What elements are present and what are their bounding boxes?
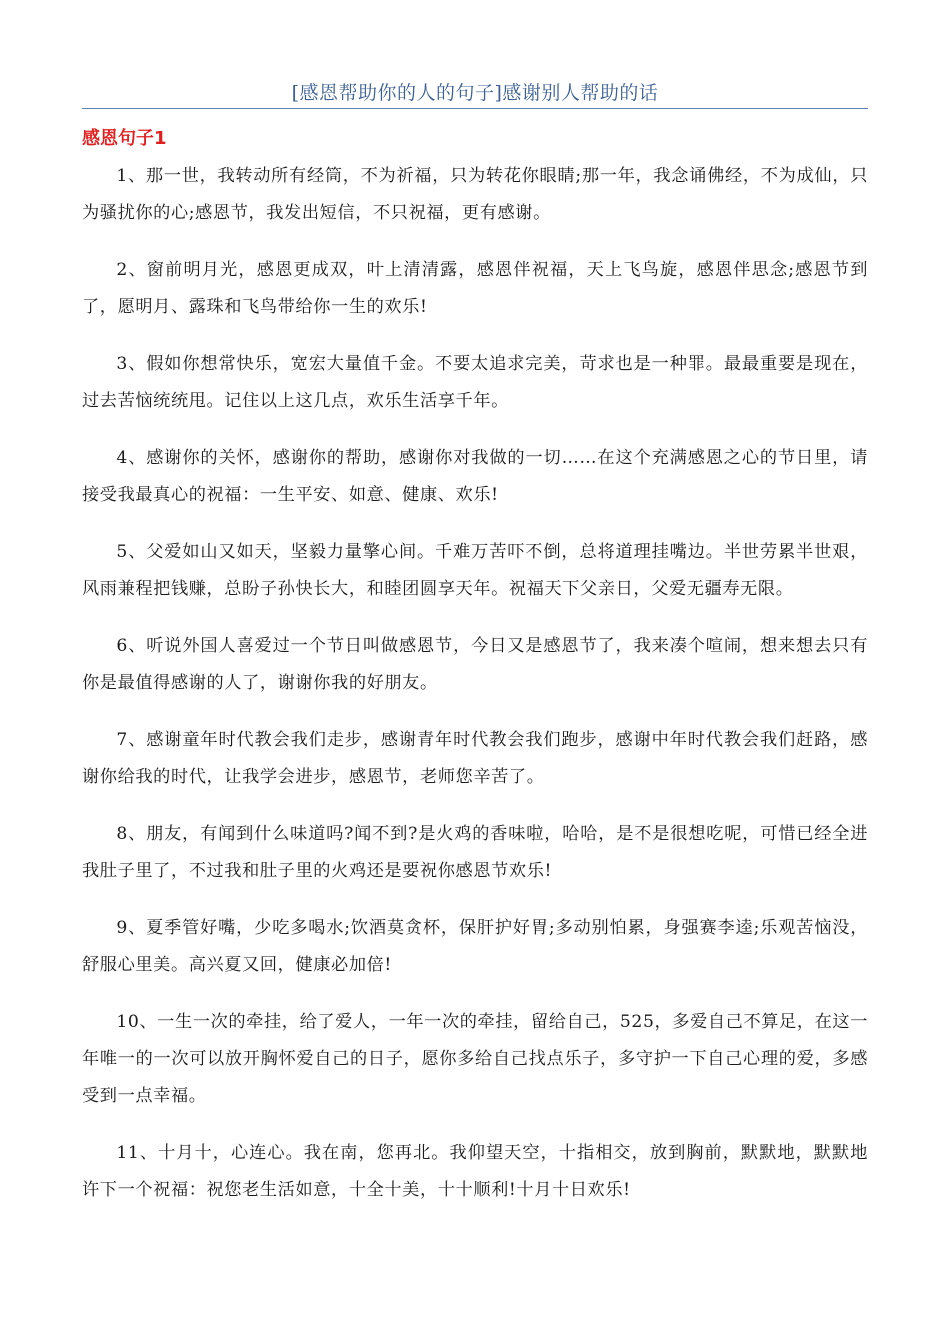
paragraph-6: 6、听说外国人喜爱过一个节日叫做感恩节，今日又是感恩节了，我来凑个喧闹，想来想去只有你是最值得感谢的人了，谢谢你我的好朋友。	[82, 636, 868, 693]
paragraph-8: 8、朋友，有闻到什么味道吗?闻不到?是火鸡的香味啦，哈哈，是不是很想吃呢，可惜已经全进我肚子里了，不过我和肚子里的火鸡还是要祝你感恩节欢乐!	[82, 824, 868, 881]
paragraph-11: 11、十月十，心连心。我在南，您再北。我仰望天空，十指相交，放到胸前，默默地，默默地许下一个祝福：祝您老生活如意，十全十美，十十顺利!十月十日欢乐!	[82, 1143, 868, 1200]
paragraph-10: 10、一生一次的牵挂，给了爱人，一年一次的牵挂，留给自己，525，多爱自己不算足，在这一年唯一的一次可以放开胸怀爱自己的日子，愿你多给自己找点乐子，多守护一下自己心理的爱，多感受到一点幸福。	[82, 1012, 868, 1106]
document-body	[82, 158, 868, 1229]
paragraph-2: 2、窗前明月光，感恩更成双，叶上清清露，感恩伴祝福，天上飞鸟旋，感恩伴思念;感恩节到了，愿明月、露珠和飞鸟带给你一生的欢乐!	[82, 260, 868, 317]
paragraph-3: 3、假如你想常快乐，宽宏大量值千金。不要太追求完美，苛求也是一种罪。最最重要是现在，过去苦恼统统甩。记住以上这几点，欢乐生活享千年。	[82, 354, 868, 411]
paragraph-4: 4、感谢你的关怀，感谢你的帮助，感谢你对我做的一切……在这个充满感恩之心的节日里，请接受我最真心的祝福：一生平安、如意、健康、欢乐!	[82, 448, 868, 505]
page-header	[82, 78, 868, 109]
paragraph-9: 9、夏季管好嘴，少吃多喝水;饮酒莫贪杯，保肝护好胃;多动别怕累，身强赛李逵;乐观苦恼没，舒服心里美。高兴夏又回，健康必加倍!	[82, 918, 868, 975]
page-title: [感恩帮助你的人的句子]感谢别人帮助的话	[291, 82, 659, 104]
paragraph-1: 1、那一世，我转动所有经筒，不为祈福，只为转花你眼睛;那一年，我念诵佛经，不为成仙，只为骚扰你的心;感恩节，我发出短信，不只祝福，更有感谢。	[82, 166, 868, 223]
section-heading: 感恩句子1	[82, 128, 167, 149]
paragraph-5: 5、父爱如山又如天，坚毅力量擎心间。千难万苦吓不倒，总将道理挂嘴边。半世劳累半世艰，风雨兼程把钱赚，总盼子孙快长大，和睦团圆享天年。祝福天下父亲日，父爱无疆寿无限。	[82, 542, 868, 599]
paragraph-7: 7、感谢童年时代教会我们走步，感谢青年时代教会我们跑步，感谢中年时代教会我们赶路，感谢你给我的时代，让我学会进步，感恩节，老师您辛苦了。	[82, 730, 868, 787]
